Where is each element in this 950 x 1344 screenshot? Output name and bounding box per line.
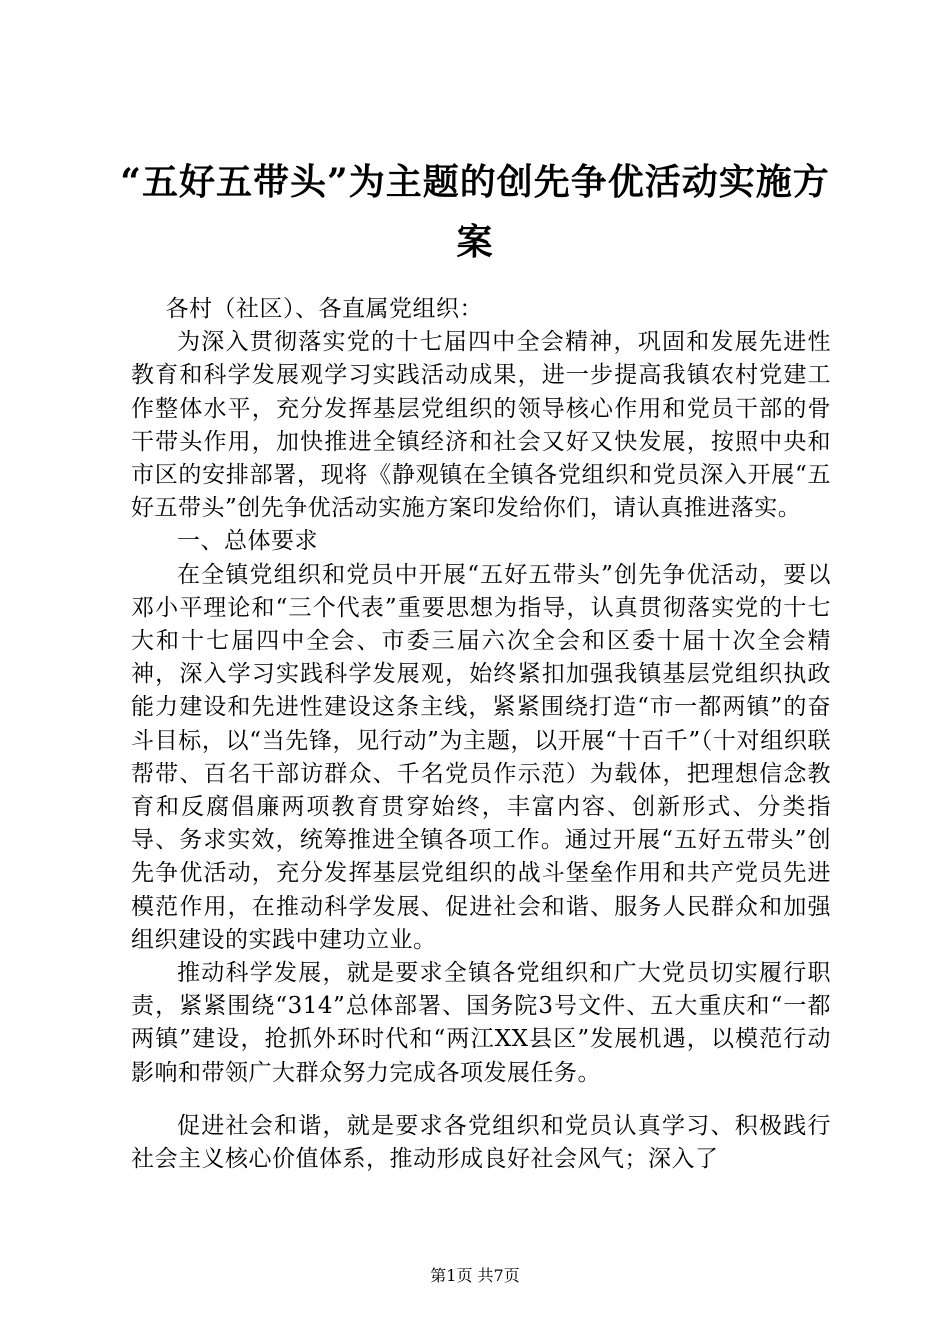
page-footer: 第1页 共7页 bbox=[430, 1266, 520, 1285]
paragraph-social-harmony: 促进社会和谐，就是要求各党组织和党员认真学习、积极践行社会主义核心价值体系，推动形成良好社会风气；深入了 bbox=[131, 1112, 831, 1173]
document-title-line-2: 案 bbox=[456, 221, 494, 263]
section-heading-general-requirements: 一、总体要求 bbox=[177, 528, 318, 555]
salutation: 各村（社区）、各直属党组织： bbox=[165, 296, 483, 322]
document-title-line-1: “五好五带头”为主题的创先争优活动实施方 bbox=[120, 161, 830, 203]
paragraph-scientific-development: 推动科学发展，就是要求全镇各党组织和广大党员切实履行职责，紧紧围绕“314”总体部署、国务院3号文件、五大重庆和“一都两镇”建设，抢抓外环时代和“两江XX县区”发展机遇，以模范行动影响和带领广大群众努力完成各项发展任务。 bbox=[131, 960, 831, 1086]
paragraph-general-requirements: 在全镇党组织和党员中开展“五好五带头”创先争优活动，要以邓小平理论和“三个代表”重要思想为指导，认真贯彻落实党的十七大和十七届四中全会、市委三届六次全会和区委十届十次全会精神，深入学习实践科学发展观，始终紧扣加强我镇基层党组织执政能力建设和先进性建设这条主线，紧紧围绕打造“市一都两镇”的奋斗目标，以“当先锋，见行动”为主题，以开展“十百千”（十对组织联帮带、百名干部访群众、千名党员作示范）为载体，把理想信念教育和反腐倡廉两项教育贯穿始终，丰富内容、创新形式、分类指导、务求实效，统筹推进全镇各项工作。通过开展“五好五带头”创先争优活动，充分发挥基层党组织的战斗堡垒作用和共产党员先进模范作用，在推动科学发展、促进社会和谐、服务人民群众和加强组织建设的实践中建功立业。 bbox=[131, 561, 831, 953]
paragraph-intro: 为深入贯彻落实党的十七届四中全会精神，巩固和发展先进性教育和科学发展观学习实践活动成果，进一步提高我镇农村党建工作整体水平，充分发挥基层党组织的领导核心作用和党员干部的骨干带头作用，加快推进全镇经济和社会又好又快发展，按照中央和市区的安排部署，现将《静观镇在全镇各党组织和党员深入开展“五好五带头”创先争优活动实施方案印发给你们，请认真推进落实。 bbox=[131, 329, 831, 522]
document-body bbox=[131, 293, 831, 1176]
